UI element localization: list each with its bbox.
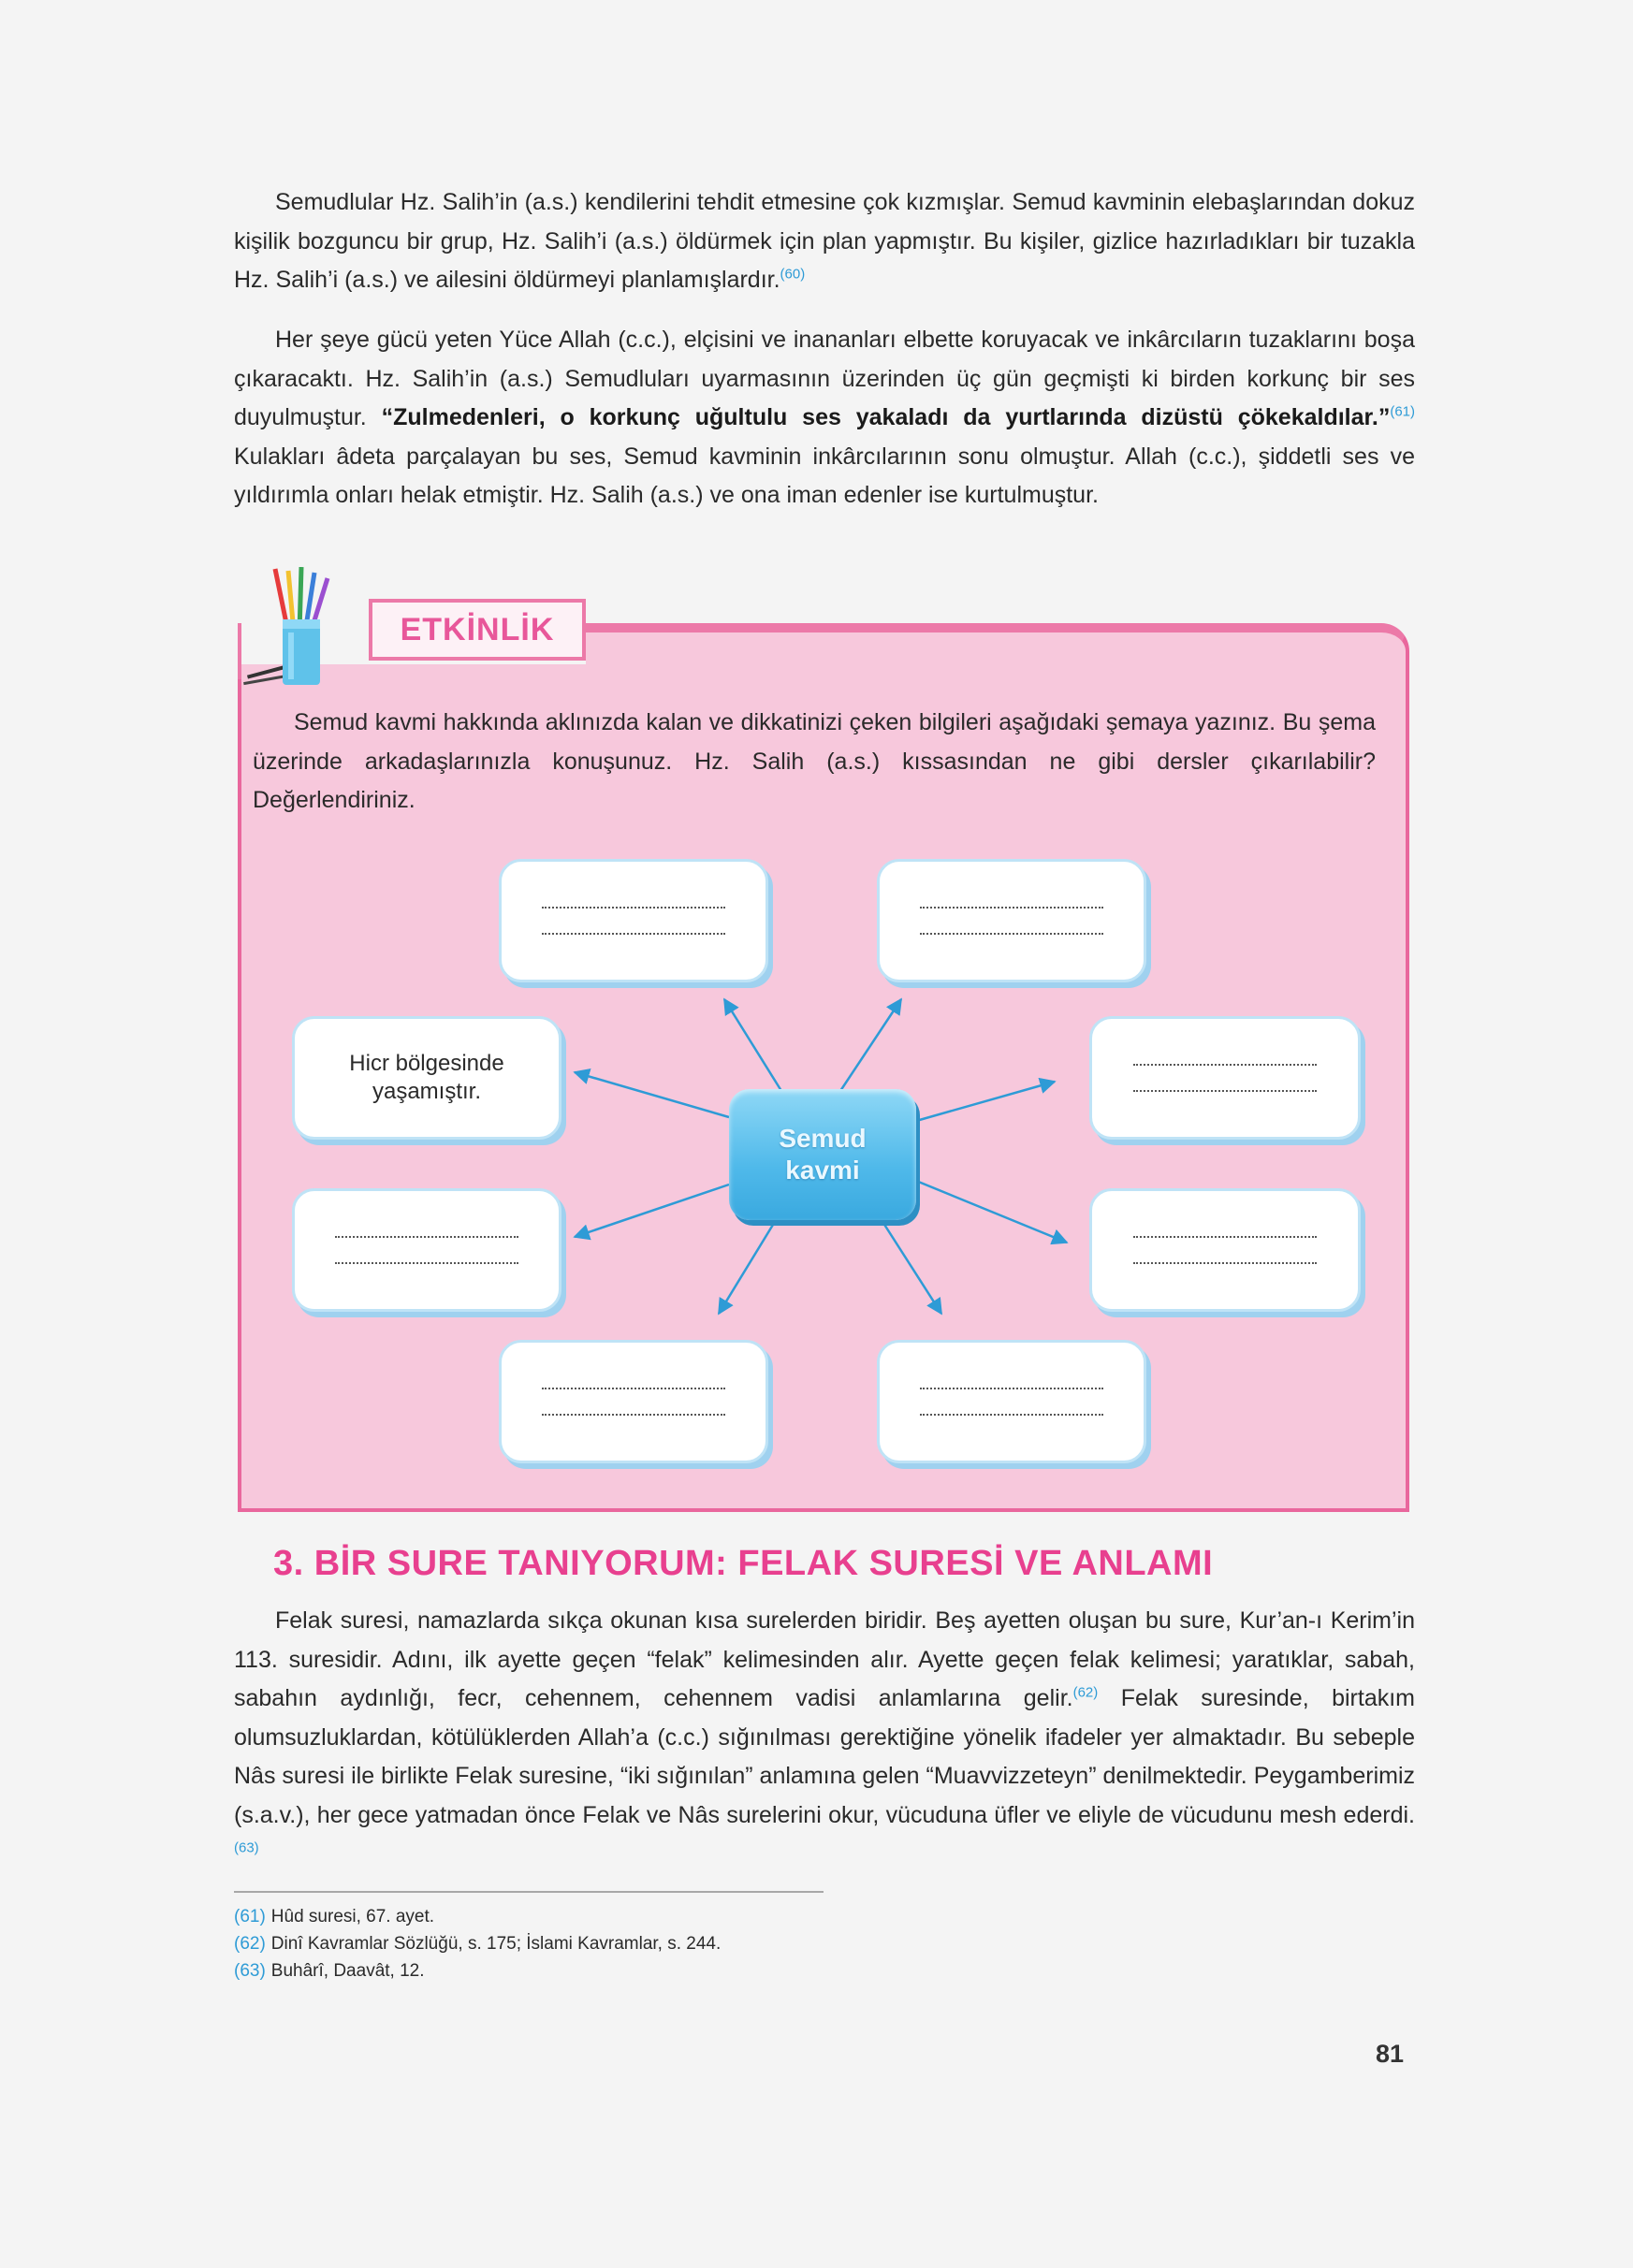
section-title: 3. BİR SURE TANIYORUM: FELAK SURESİ VE ANLAMI xyxy=(273,1544,1214,1583)
answer-line xyxy=(335,1236,518,1238)
node-mid-right-lower[interactable] xyxy=(1089,1188,1361,1312)
footnote-ref-62[interactable]: (62) xyxy=(1072,1684,1099,1701)
footnote-number: (61) xyxy=(234,1907,266,1926)
paragraph-3 xyxy=(234,1602,1415,1874)
footnote-text: Hûd suresi, 67. ayet. xyxy=(270,1907,435,1926)
answer-line xyxy=(335,1262,518,1264)
node-bottom-left[interactable] xyxy=(499,1340,768,1463)
node-mid-left-filled[interactable] xyxy=(292,1016,561,1140)
footnote-text: Dinî Kavramlar Sözlüğü, s. 175; İslami Kavramlar, s. 244. xyxy=(270,1934,722,1954)
paragraph-3-text-b: Felak suresinde, birtakım olumsuzluklardan, kötülüklerden Allah’a (c.c.) sığınılması gerektiğine yönelik ifadeler yer almaktadır. Bu sebeple Nâs suresi ile birlikte Felak suresine, “iki sığınılan” anlamına gelen “Muavvizzeteyn” denilmektedir. Peygamberimiz (s.a.v.), her gece yatmadan önce Felak ve Nâs surelerini okur, vücuduna üfler ve eliyle de vücudunu mesh ederdi. xyxy=(234,1685,1416,1828)
answer-line xyxy=(1133,1262,1317,1264)
answer-line xyxy=(542,1388,725,1389)
answer-line xyxy=(920,933,1103,935)
footnote-number: (63) xyxy=(234,1961,266,1981)
answer-line xyxy=(920,1414,1103,1416)
paragraph-2-text-b: Kulakları âdeta parçalayan bu ses, Semud kavminin inkârcılarının sonu olmuştur. Allah (c.c.), şiddetli ses ve yıldırımla onları helak etmiştir. Hz. Salih (a.s.) ve ona iman edenler ise kurtulmuştur. xyxy=(234,443,1415,508)
footnotes xyxy=(234,1903,721,1985)
activity-instructions: Semud kavmi hakkında aklınızda kalan ve dikkatinizi çeken bilgileri aşağıdaki şemaya yazınız. Bu şema üzerinde arkadaşlarınızla konuşunuz. Hz. Salih (a.s.) kıssasından ne gibi dersler çıkarılabilir? Değerlendiriniz. xyxy=(253,709,1376,813)
footnote-61 xyxy=(234,1903,721,1930)
paragraph-2 xyxy=(234,321,1415,516)
quran-quote: “Zulmedenleri, o korkunç uğultulu ses yakaladı da yurtlarında dizüstü çökekaldılar.” xyxy=(381,404,1391,430)
footnote-ref-61[interactable]: (61) xyxy=(1390,403,1416,420)
answer-line xyxy=(1133,1236,1317,1238)
answer-line xyxy=(920,907,1103,909)
answer-line xyxy=(920,1388,1103,1389)
activity-tab-label: ETKİNLİK xyxy=(369,599,586,661)
node-filled-text xyxy=(349,1050,503,1106)
node-top-right[interactable] xyxy=(877,859,1146,982)
node-filled-line-2: yaşamıştır. xyxy=(372,1079,481,1104)
page-number: 81 xyxy=(1376,2040,1405,2068)
node-bottom-right[interactable] xyxy=(877,1340,1146,1463)
answer-line xyxy=(1133,1090,1317,1092)
footnote-ref-63[interactable]: (63) xyxy=(234,1839,259,1856)
answer-line xyxy=(1133,1064,1317,1066)
footnote-63 xyxy=(234,1957,721,1985)
node-mid-right-upper[interactable] xyxy=(1089,1016,1361,1140)
paragraph-2-text-a: Her şeye gücü yeten Yüce Allah (c.c.), elçisini ve inananları elbette koruyacak ve inkârcıların tuzaklarını boşa çıkaracaktı. Hz. Salih’in (a.s.) Semudluları uyarmasının üzerinden üç gün geçmişti ki birden korkunç bir ses duyulmuştur. xyxy=(234,327,1415,430)
paragraph-1 xyxy=(234,183,1415,300)
footnote-number: (62) xyxy=(234,1934,266,1954)
footnote-text: Buhârî, Daavât, 12. xyxy=(270,1961,425,1981)
answer-line xyxy=(542,933,725,935)
node-mid-left-lower[interactable] xyxy=(292,1188,561,1312)
answer-line xyxy=(542,907,725,909)
footnote-62 xyxy=(234,1930,721,1957)
center-node-line-1: Semud xyxy=(779,1124,867,1153)
answer-line xyxy=(542,1414,725,1416)
paragraph-1-text: Semudlular Hz. Salih’in (a.s.) kendilerini tehdit etmesine çok kızmışlar. Semud kavminin elebaşlarından dokuz kişilik bozguncu bir grup, Hz. Salih’i (a.s.) öldürmek için plan yapmıştır. Bu kişiler, gizlice hazırladıkları bir tuzakla Hz. Salih’i (a.s.) ve ailesini öldürmeyi planlamışlardır. xyxy=(234,189,1415,293)
pencil-cup-icon xyxy=(241,567,344,689)
node-top-left[interactable] xyxy=(499,859,768,982)
footnote-ref-60[interactable]: (60) xyxy=(780,266,806,283)
node-filled-line-1: Hicr bölgesinde xyxy=(349,1051,504,1076)
center-node-line-2: kavmi xyxy=(785,1156,860,1185)
paragraph-3-text-a: Felak suresi, namazlarda sıkça okunan kısa surelerden biridir. Beş ayetten oluşan bu sure, Kur’an-ı Kerim’in 113. suresidir. Adını, ilk ayette geçen “felak” kelimesinden alır. Ayette geçen felak kelimesi; yaratıklar, sabah, sabahın aydınlığı, fecr, cehennem, cehennem vadisi anlamlarına gelir. xyxy=(234,1607,1415,1711)
footnote-divider xyxy=(234,1891,824,1893)
center-node-semud-kavmi xyxy=(729,1089,916,1220)
